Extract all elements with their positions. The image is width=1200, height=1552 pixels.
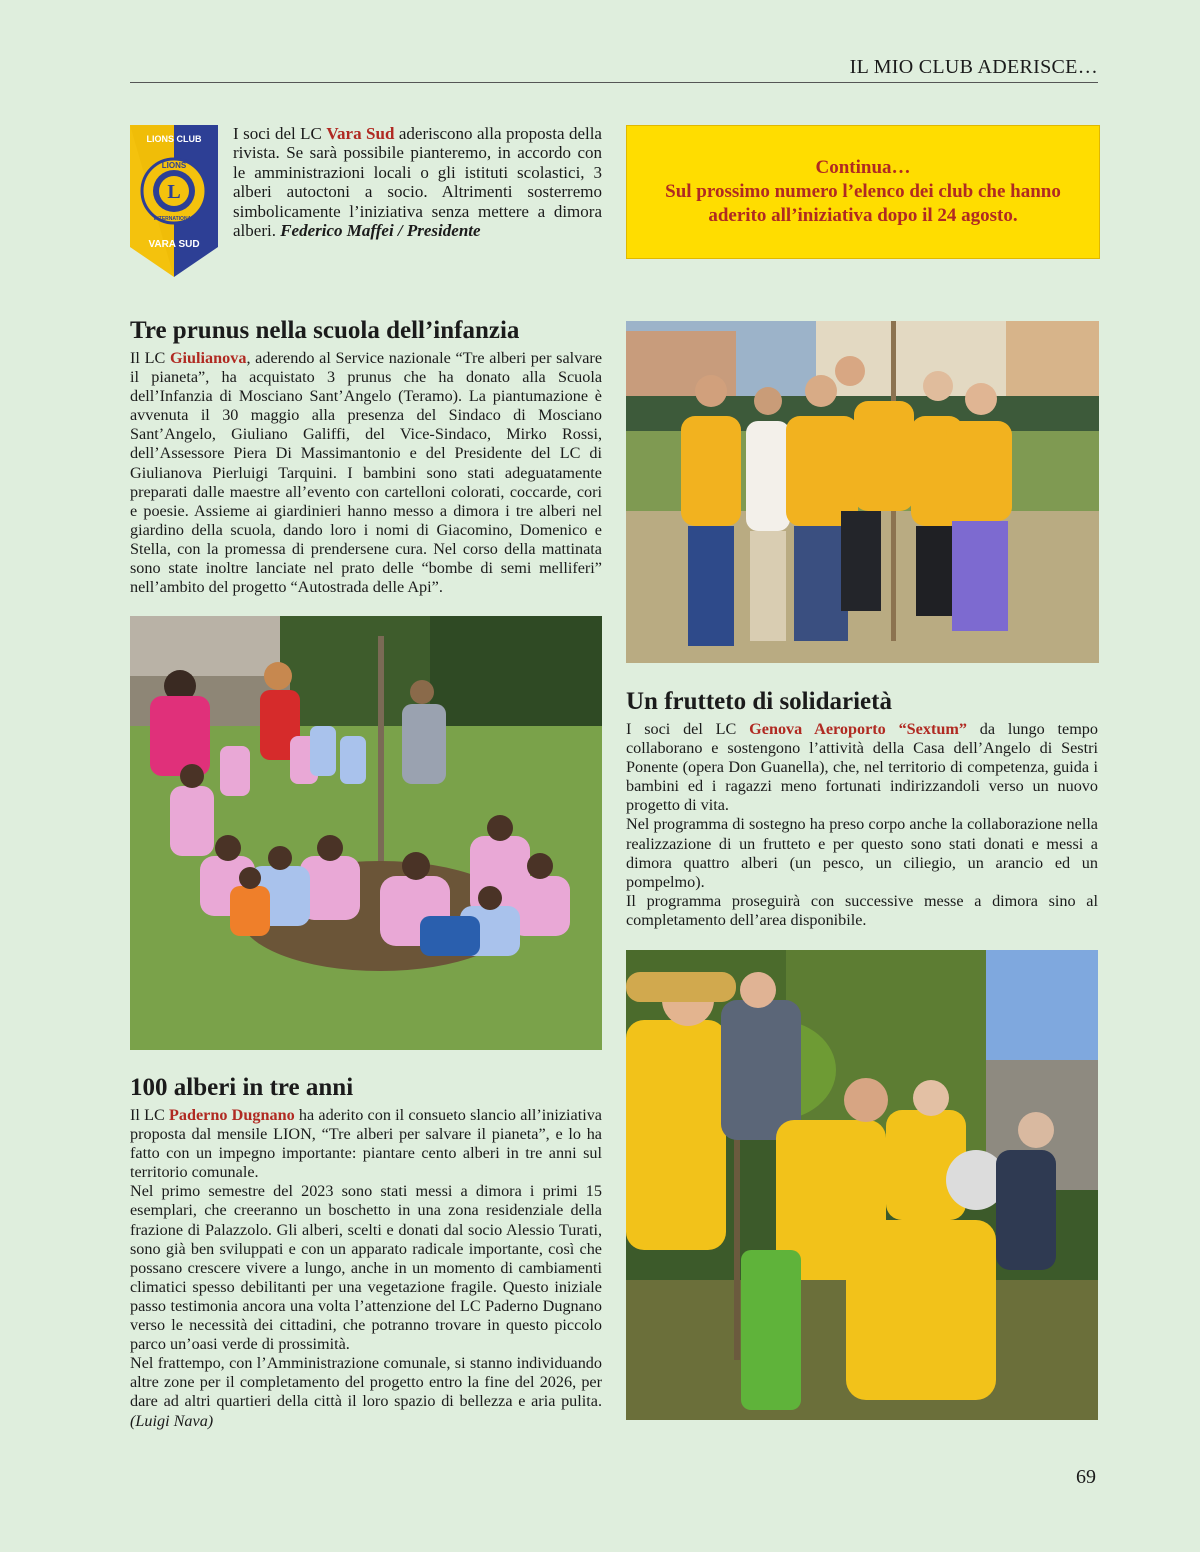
article-author: (Luigi Nava): [130, 1411, 214, 1430]
club-name-paderno-dugnano: Paderno Dugnano: [169, 1106, 295, 1124]
article-text-start: Il LC: [130, 1106, 170, 1124]
notice-line-3: aderito all’iniziativa dopo il 24 agosto.: [708, 205, 1018, 226]
intro-text-rest: aderiscono alla proposta della rivista. Se sarà possibile pianteremo, in accordo con le amministrazioni locali o gli istituti scolastici, 3 alberi autoctoni a socio. Altrimenti sosterremo simbolicamente l’iniziativa senza mettere a dimora alberi.: [233, 124, 602, 241]
article-text-rest: ha aderito con il consueto slancio all’iniziativa proposta dal mensile LION, “Tre alberi per salvare il pianeta”, e lo ha fatto con un impegno importante: piantare cento alberi in tre anni sul territorio comunale.: [130, 1106, 602, 1182]
running-head: [130, 56, 1098, 83]
article-text-start: I soci del LC: [626, 720, 750, 738]
intro-signature: Federico Maffei / Presidente: [280, 221, 481, 241]
article-title: Un frutteto di solidarietà: [626, 688, 892, 715]
article-tre-prunus: [130, 316, 602, 597]
notice-line-1: Continua…: [815, 157, 911, 178]
section-title: IL MIO CLUB ADERISCE…: [849, 56, 1098, 78]
article-text-rest: , aderendo al Service nazionale “Tre alberi per salvare il pianeta”, ha acquistato 3 prunus che ha donato alla Scuola dell’Infanzia di Mosciano Sant’Angelo (Teramo). La piantumazione è avvenuta il 30 maggio alla presenza del Sindaco di Mosciano Sant’Angelo, Giuliano Galiffi, del Vice-Sindaco, Mirko Rossi, dell’Assessore Piera Di Massimantonio e del Presidente del LC di Giulianova Pierluigi Tarquini. I bambini sono stati adeguatamente preparati dalle maestre all’evento con cartelloni colorati, coccarde, cori e poesie. Assieme ai giardinieri hanno messo a dimora i tre alberi nel giardino della scuola, dando loro i nomi di Giacomino, Domenico e Stella, con la promessa di prendersene cura. Nel corso della mattinata sono state inoltre lanciate nel prato delle “bombe di semi melliferi” nell’ambito del progetto “Autostrada delle Api”.: [130, 349, 602, 597]
club-name-genova-aeroporto: Genova Aeroporto “Sextum”: [749, 720, 967, 738]
badge-ring-bottom-text: INTERNATIONAL: [153, 216, 195, 222]
article-title: 100 alberi in tre anni: [130, 1074, 354, 1101]
badge-center-letter: L: [167, 181, 181, 203]
article-frutteto: [626, 687, 1098, 930]
badge-bottom-text: VARA SUD: [148, 239, 200, 250]
article-body: [130, 1106, 602, 1431]
article-100-alberi: [130, 1073, 602, 1431]
club-name-giulianova: Giulianova: [169, 349, 247, 367]
photo-lions-group-tree: [626, 321, 1099, 663]
article-paragraph: Nel primo semestre del 2023 sono stati messi a dimora i primi 15 esemplari, che creeranno un boschetto in una zona residenziale della frazione di Palazzolo. Gli alberi, scelti e donati dal socio Alessio Turati, sono già ben sviluppati e con un apparato radicale importante, così che possano crescere vivere a lungo, anche in un momento di cambiamenti climatici spesso debilitanti per una vegetazione fragile. Questo iniziale passo testimonia ancora una volta l’attenzione del LC Paderno Dugnano verso le necessità dei cittadini, che potranno trovare in questo piccolo parco un’oasi verde di prossimità.: [130, 1182, 602, 1354]
club-name-vara-sud: Vara Sud: [326, 124, 395, 143]
article-paragraph: [626, 720, 1098, 815]
article-paragraph: [130, 1106, 602, 1182]
lions-club-badge: [130, 125, 218, 277]
intro-text-start: I soci del LC: [233, 124, 327, 143]
page-number: 69: [1076, 1466, 1096, 1488]
article-text-rest: da lungo tempo collaborano e sostengono l’attività della Casa dell’Angelo di Sestri Ponente (opera Don Guanella), che, nel territorio di competenza, guida i bambini ed i ragazzi meno fortunati indirizzandoli verso un nuovo progetto di vita.: [626, 720, 1098, 815]
intro-paragraph: [233, 124, 602, 240]
notice-line-2: Sul prossimo numero l’elenco dei club che hanno: [665, 181, 1061, 202]
badge-ring-text: LIONS: [161, 161, 187, 170]
article-title: Tre prunus nella scuola dell’infanzia: [130, 317, 520, 344]
pennant-logo-icon: [130, 125, 218, 277]
photo-orchard-group: [626, 950, 1098, 1420]
badge-top-text: LIONS CLUB: [146, 134, 202, 144]
photo-children-planting: [130, 616, 602, 1050]
continua-notice-box: [626, 125, 1100, 259]
article-body: [626, 720, 1098, 930]
article-paragraph: [130, 1354, 602, 1430]
article-paragraph: Nel programma di sostegno ha preso corpo anche la collaborazione nella realizzazione di un frutteto e per questo sono stati donati e messi a dimora quattro alberi (un pesco, un ciliegio, un arancio ed un pompelmo).: [626, 815, 1098, 891]
article-body: [130, 349, 602, 597]
article-paragraph: Il programma proseguirà con successive messe a dimora sino al completamento dell’area disponibile.: [626, 891, 1098, 929]
article-text-start: Il LC: [130, 349, 170, 367]
article-text-end: Nel frattempo, con l’Amministrazione comunale, si stanno individuando altre zone per il completamento del progetto entro la fine del 2026, per dare ad altri quartieri della città il loro spazio di bellezza e aria pulita.: [130, 1354, 602, 1411]
